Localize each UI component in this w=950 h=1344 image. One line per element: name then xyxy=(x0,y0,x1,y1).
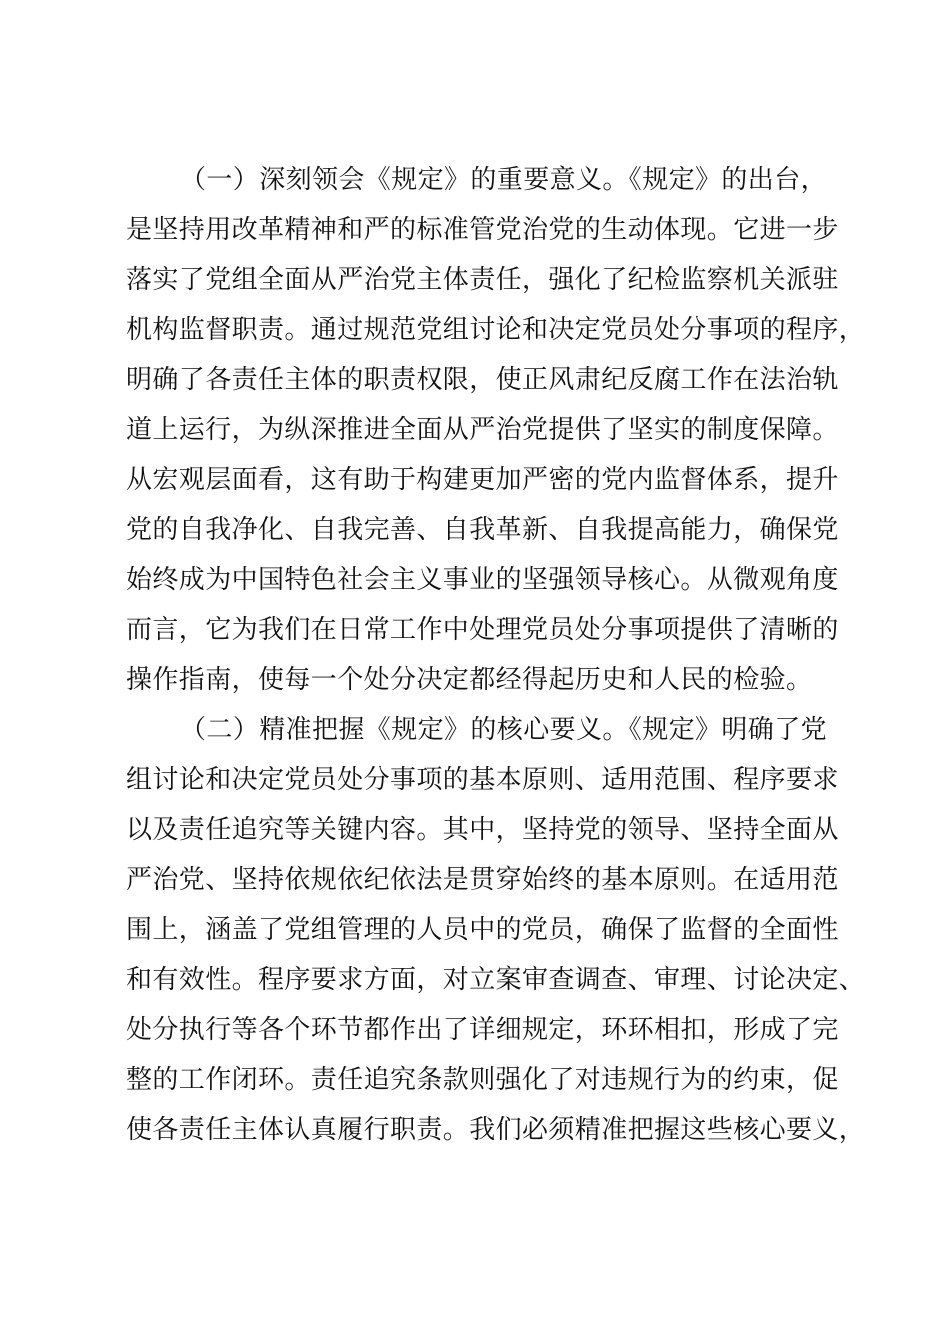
text-line: 是坚持用改革精神和严的标准管党治党的生动体现。它进一步 xyxy=(126,215,839,245)
text-line: 操作指南，使每一个处分决定都经得起历史和人民的检验。 xyxy=(126,665,813,695)
text-line: 严治党、坚持依规依纪依法是贯穿始终的基本原则。在适用范 xyxy=(126,865,839,895)
text-line: 以及责任追究等关键内容。其中，坚持党的领导、坚持全面从 xyxy=(126,815,839,845)
text-line: 道上运行，为纵深推进全面从严治党提供了坚实的制度保障。 xyxy=(126,415,839,445)
text-line: 落实了党组全面从严治党主体责任，强化了纪检监察机关派驻 xyxy=(126,265,839,295)
text-line: 整的工作闭环。责任追究条款则强化了对违规行为的约束，促 xyxy=(126,1065,839,1095)
text-line: 明确了各责任主体的职责权限，使正风肃纪反腐工作在法治轨 xyxy=(126,365,839,395)
text-line: （一）深刻领会《规定》的重要意义。《规定》的出台， xyxy=(180,165,828,195)
text-line: 组讨论和决定党员处分事项的基本原则、适用范围、程序要求 xyxy=(126,765,839,795)
text-line: 围上，涵盖了党组管理的人员中的党员，确保了监督的全面性 xyxy=(126,915,839,945)
text-line: 始终成为中国特色社会主义事业的坚强领导核心。从微观角度 xyxy=(126,565,839,595)
text-line: 从宏观层面看，这有助于构建更加严密的党内监督体系，提升 xyxy=(126,465,839,495)
text-line: 和有效性。程序要求方面，对立案审查调查、审理、讨论决定、 xyxy=(126,965,866,995)
text-line: 而言，它为我们在日常工作中处理党员处分事项提供了清晰的 xyxy=(126,615,839,645)
text-line: （二）精准把握《规定》的核心要义。《规定》明确了党 xyxy=(180,715,828,745)
text-line: 处分执行等各个环节都作出了详细规定，环环相扣，形成了完 xyxy=(126,1015,839,1045)
text-line: 党的自我净化、自我完善、自我革新、自我提高能力，确保党 xyxy=(126,515,839,545)
text-line: 机构监督职责。通过规范党组讨论和决定党员处分事项的程序， xyxy=(126,315,866,345)
text-line: 使各责任主体认真履行职责。我们必须精准把握这些核心要义， xyxy=(126,1115,866,1145)
